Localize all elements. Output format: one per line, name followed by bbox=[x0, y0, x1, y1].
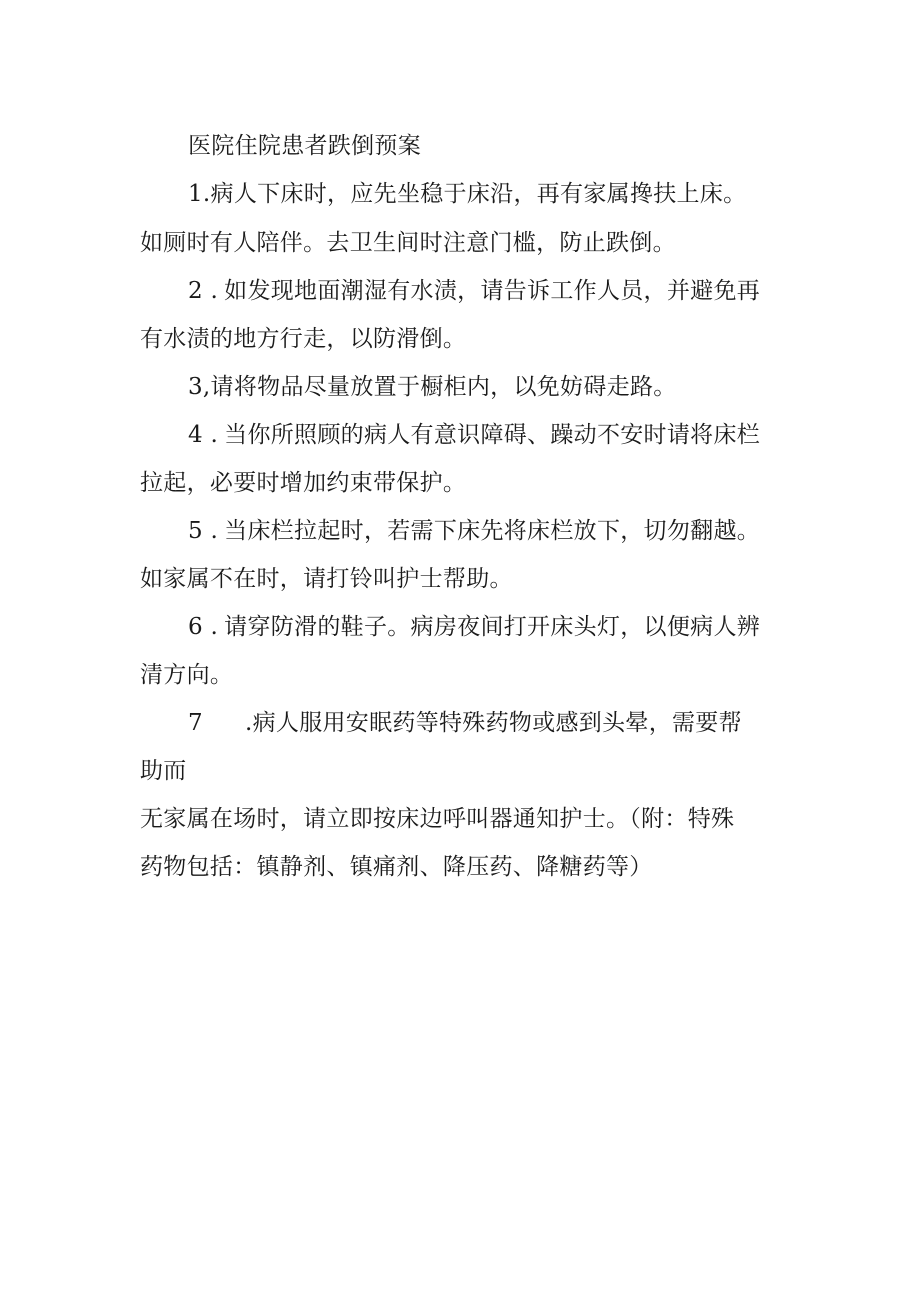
item-number: 5 . bbox=[188, 518, 219, 544]
list-item-7-line-4: 药物包括：镇静剂、镇痛剂、降压药、降糖药等） bbox=[140, 854, 653, 880]
list-item-7-line-2: 助而 bbox=[140, 758, 187, 784]
list-item-4-line-2: 拉起，必要时增加约束带保护。 bbox=[140, 470, 467, 496]
list-item-1-line-1 bbox=[188, 179, 746, 209]
item-text: 请穿防滑的鞋子。病房夜间打开床头灯，以便病人辨 bbox=[224, 614, 761, 640]
list-item-2-line-1 bbox=[188, 276, 760, 306]
item-number: 2 . bbox=[188, 278, 219, 304]
item-text: 当你所照顾的病人有意识障碍、躁动不安时请将床栏 bbox=[224, 422, 761, 448]
list-item-5-line-1 bbox=[188, 516, 760, 546]
item-text: 当床栏拉起时，若需下床先将床栏放下，切勿翻越。 bbox=[224, 518, 761, 544]
item-number: 4 . bbox=[188, 422, 219, 448]
list-item-6-line-2: 清方向。 bbox=[140, 662, 234, 688]
list-item-3-line-1 bbox=[188, 372, 677, 402]
list-item-1-line-2: 如厕时有人陪伴。去卫生间时注意门槛，防止跌倒。 bbox=[140, 230, 676, 256]
list-item-6-line-1 bbox=[188, 612, 760, 642]
list-item-7-line-3: 无家属在场时，请立即按床边呼叫器通知护士。（附：特殊 bbox=[140, 806, 735, 832]
item-number: 7 bbox=[188, 710, 203, 736]
list-item-2-line-2: 有水渍的地方行走，以防滑倒。 bbox=[140, 326, 467, 352]
document-title: 医院住院患者跌倒预案 bbox=[188, 133, 421, 159]
item-text: .病人服用安眠药等特殊药物或感到头晕，需要帮 bbox=[245, 710, 742, 736]
item-text: 请将物品尽量放置于橱柜内，以免妨碍走路。 bbox=[210, 374, 677, 400]
item-text: 如发现地面潮湿有水渍，请告诉工作人员，并避免再 bbox=[224, 278, 761, 304]
item-number: 6 . bbox=[188, 614, 219, 640]
item-number: 1. bbox=[188, 181, 211, 207]
list-item-4-line-1 bbox=[188, 420, 760, 450]
list-item-5-line-2: 如家属不在时，请打铃叫护士帮助。 bbox=[140, 566, 513, 592]
item-number: 3, bbox=[188, 374, 211, 400]
list-item-7-line-1 bbox=[188, 708, 742, 738]
item-text: 病人下床时，应先坐稳于床沿，再有家属搀扶上床。 bbox=[210, 181, 747, 207]
